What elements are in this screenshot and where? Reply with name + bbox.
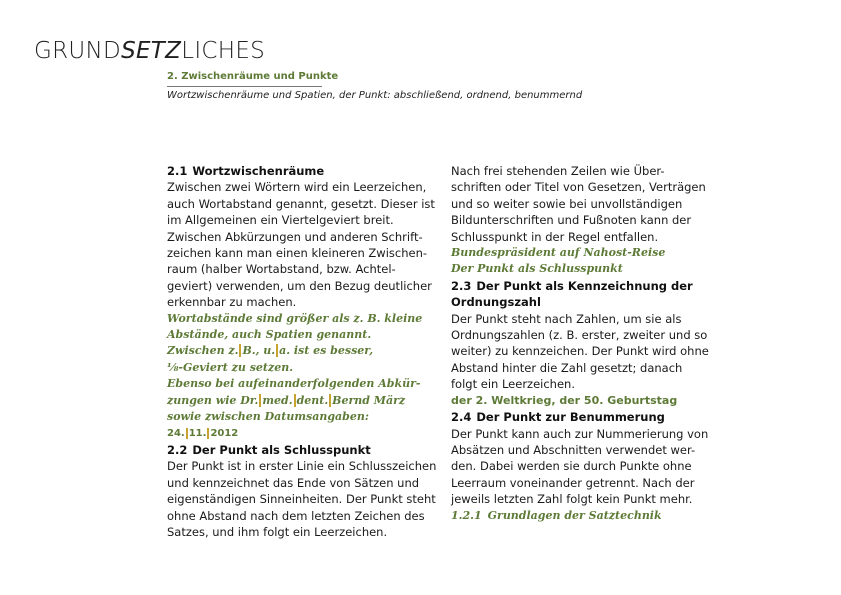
- section-body-2-4: Der Punkt kann auch zur Nummerierung von Absätzen und Abschnitten verwendet wer- den. Dabei werden sie durch Punkte ohne Leerraum voneinander getrennt. Nach der jeweils letzten Zahl folgt kein Punkt mehr.: [451, 426, 709, 507]
- example-benummerung: 1.2.1 Grundlagen der Satztechnik: [451, 508, 662, 522]
- schlusspunkt-body: Nach frei stehenden Zeilen wie Über- schriften oder Titel von Gesetzen, Verträgen und so weiter sowie bei unvollständigen Bildunterschriften und Fußnoten kann der Schlusspunkt in der Regel entfallen.: [451, 164, 706, 244]
- section-body-2-1: Zwischen zwei Wörtern wird ein Leerzeichen, auch Wortabstand genannt, gesetzt. Dieser ist im Allgemeinen ein Viertelgeviert breit. Zwischen Abkürzungen und anderen Schrift- zeichen kann man einen kleineren Zwischen- raum (halber Wortabstand, bzw. Achtel- geviert) verwenden, um den Bezug deutlicher erkennbar zu machen.: [167, 180, 435, 310]
- example-ordnungszahl: der 2. Weltkrieg, der 50. Geburtstag: [451, 393, 678, 407]
- subhead-rule: [167, 86, 322, 87]
- spacing-marker: Bernd März: [329, 394, 405, 407]
- spacing-marker: 2012: [207, 428, 238, 439]
- example-wortabstand: Wortabstände sind größer als z. B. kleine Abstände, auch Spatien genannt.: [167, 311, 423, 342]
- spacing-marker: a. ist es besser,: [276, 344, 373, 357]
- section-heading-2-3: 2.3 Der Punkt als Kennzeichnung der Ordnungszahl: [451, 278, 693, 310]
- spacing-marker: 11.: [186, 428, 207, 439]
- spacing-marker: dent.: [294, 394, 329, 407]
- chapter-subtitle: Wortzwischenräume und Spatien, der Punkt: abschließend, ordnend, benummernd: [167, 90, 583, 101]
- section-heading-2-4: 2.4 Der Punkt zur Benummerung: [451, 410, 665, 425]
- section-heading-2-2: 2.2 Der Punkt als Schlusspunkt: [167, 442, 371, 457]
- section-body-2-3: Der Punkt steht nach Zahlen, um sie als Ordnungszahlen (z. B. erster, zweiter und so weiter) zu kennzeichen. Der Punkt wird ohne Abstand hinter die Zahl gesetzt; danach folgt ein Leerzeichen.: [451, 311, 709, 392]
- section-heading-2-1: 2.1 Wortzwischenräume: [167, 164, 325, 178]
- spacing-marker: med.: [259, 394, 292, 407]
- example-spatien: Zwischen z. B., u. a. ist es besser, ⅛-Geviert zu setzen. Ebenso bei aufeinanderfolgenden Abkür- zungen wie Dr. med. dent. Bernd März sowie zwischen Datumsangaben: 24. 11. 2012: [167, 344, 421, 439]
- spacing-marker: B., u.: [239, 344, 275, 357]
- section-body-2-2: Der Punkt ist in erster Linie ein Schlusszeichen und kennzeichnet das Ende von Sätzen und eigenständigen Sinneinheiten. Der Punkt steht ohne Abstand nach dem letzten Zeichen des Satzes, und ihm folgt ein Leerzeichen.: [167, 459, 437, 539]
- page-title: [34, 38, 265, 64]
- right-column: [451, 163, 727, 524]
- chapter-subhead: 2. Zwischenräume und Punkte: [167, 71, 339, 82]
- example-headlines: Bundespräsident auf Nahost-Reise Der Punkt als Schlusspunkt: [451, 246, 666, 276]
- left-column: [167, 163, 439, 540]
- title-part-2: SETZ: [121, 38, 182, 64]
- title-part-1: GRUND: [34, 38, 122, 64]
- title-part-3: LICHES: [181, 38, 266, 64]
